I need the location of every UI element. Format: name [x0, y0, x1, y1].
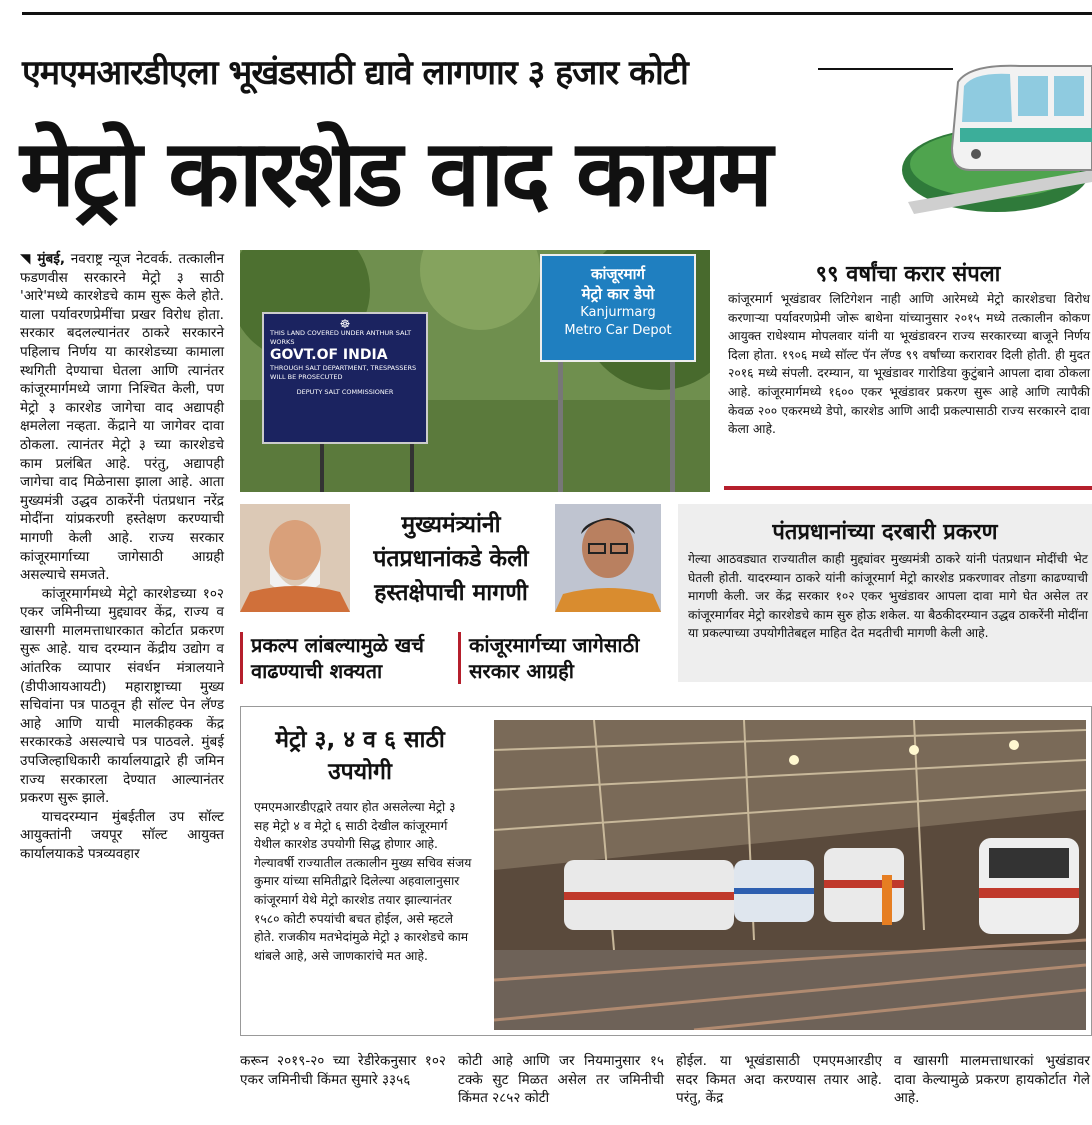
kanjurmarg-depot-sign — [540, 254, 696, 362]
govt-sign-title: GOVT.OF INDIA — [270, 347, 388, 363]
tag-cost-rise — [240, 632, 461, 684]
bottom-col-4: व खासगी मालमत्ताधारकां भुखंडावर दावा केल्यामुळे प्रकरण हायकोर्टात गेले आहे. — [894, 1053, 1090, 1107]
box99-title: ९९ वर्षांचा करार संपला — [815, 262, 1001, 287]
pm-box-body: गेल्या आठवड्यात राज्यातील काही मुद्द्यांवर मुख्यमंत्री ठाकरे यांनी पंतप्रधान मोदींची भेट घेतली होती. यादरम्यान ठाकरे यांनी कांजूरमार्ग मेट्रो कारशेड प्रकरणावर तोडगा काढण्याची मागणी केली. जर केंद्र सरकार १०२ एकर भुखंडावर आपला दावा मागे घेत असेल तर कांजूरमार्गवर मेट्रो कारशेडचे काम सुरु होऊ शकेल. या बैठकीदरम्यान उद्धव ठाकरेंनी मोदींना या प्रकल्पाच्या उपयोगीतेबद्दल माहित देत मदतीची मागणी केली आहे. — [688, 552, 1088, 641]
depot-sign-en-2: Metro Car Depot — [564, 323, 672, 338]
cm-headline — [356, 508, 546, 610]
depot-sign-mr-1: कांजूरमार्ग — [591, 265, 645, 283]
bottom-col-2: कोटी आहे आणि जर नियमानुसार १५ टक्के सुट मिळत असेल तर जमिनीची किंमत २८५२ कोटी — [458, 1053, 664, 1107]
box99-body: कांजूरमार्ग भूखंडावर लिटिगेशन नाही आणि आरेमध्ये मेट्रो कारशेडचा विरोध करणाऱ्या पर्यावरणप्रेमी जोरू बाथेना यांच्यानुसार २०१५ मध्ये तत्कालीन कोकण आयुक्त राधेश्याम मोपलवार यांनी या भूखंडावरन राज्य सरकारच्या बाजूने निर्णय दिला होता. १९०६ मध्ये सॉल्ट पॅन लॅण्ड ९९ वर्षांच्या करारावर दिली होती. ही मुदत २०१६ मध्ये संपली. दरम्यान, या भूखंडावर गारोडिया कुटुंबाने आपला दावा ठोकला आहे. कांजूरमार्गमध्ये १६०० एकर भूखंडावर प्रकरण सुरू आहे आणि त्यापैकी केवळ २०० एकरमध्ये डेपो, कारशेड आणि आदी प्रकल्पासाठी राज्य सरकारने दावा केला आहे. — [728, 292, 1090, 437]
modi-portrait — [240, 504, 350, 612]
tag-govt-insists-2: सरकार आग्रही — [469, 659, 574, 683]
carshed-photo-art — [494, 720, 1086, 1030]
cm-headline-1: मुख्यमंत्र्यांनी — [401, 512, 501, 538]
left-para-3: याचदरम्यान मुंबईतील उप सॉल्ट आयुक्तांनी जयपूर सॉल्ट आयुक्त कार्यालयाकडे पत्रव्यवहार — [20, 808, 224, 862]
metro-box-title-2: उपयोगी — [328, 759, 392, 785]
box99-divider — [724, 486, 1092, 490]
tag-govt-insists — [458, 632, 679, 684]
depot-sign-en-1: Kanjurmarg — [580, 305, 656, 320]
bottom-col-1: करून २०१९-२० च्या रेडीरेकनुसार १०२ एकर जमिनीची किंमत सुमारे ३३५६ — [240, 1053, 446, 1088]
uddhav-portrait-art — [555, 504, 661, 612]
emblem-icon: ☸ — [339, 317, 351, 331]
dateline-place: मुंबई, — [37, 251, 66, 267]
metro-train-illustration — [900, 52, 1092, 220]
cm-headline-3: हस्तक्षेपाची मागणी — [374, 580, 528, 606]
metro-box-body: एमएमआरडीएद्वारे तयार होत असलेल्या मेट्रो ३ सह मेट्रो ४ व मेट्रो ६ साठी देखील कांजूरमार्ग येथील कारशेड उपयोगी सिद्ध होणार आहे. गेल्यावर्षी राज्यातील तत्कालीन मुख्य सचिव संजय कुमार यांच्या समितीद्वारे दिलेल्या अहवालानुसार कांजूरमार्ग येथे मेट्रो कारशेड तयार झाल्यानंतर १५८० कोटी रुपयांची बचत होईल, असे म्हटले होते. राजकीय मतभेदांमुळे मेट्रो ३ कारशेडचे काम थांबले आहे, असे जाणकारांचे मत आहे. — [254, 800, 472, 963]
uddhav-portrait — [555, 504, 661, 612]
bottom-col-3: होईल. या भूखंडासाठी एमएमआरडीए सदर किमत अदा करण्यास तयार आहे. परंतु, केंद्र — [676, 1053, 882, 1107]
modi-portrait-art — [240, 504, 350, 612]
tag-govt-insists-1: कांजूरमार्गच्या जागेसाठी — [469, 633, 640, 657]
main-headline: मेट्रो कारशेड वाद कायम — [20, 120, 770, 227]
carshed-photo — [494, 720, 1086, 1030]
govt-land-signboard — [262, 312, 428, 444]
tag-cost-rise-2: वाढण्याची शक्यता — [251, 659, 383, 683]
metro-box-title — [252, 724, 468, 788]
left-para-1: तत्कालीन फडणवीस सरकारने मेट्रो ३ साठी 'आरे'मध्ये कारशेडचे काम सुरू केले होते. याला पर्यावरणप्रेमींचा प्रखर विरोध होता. सरकार बदलल्यानंतर ठाकरे सरकारने पहिलाच निर्णय या कारशेडच्या कामाला स्थगिती देण्याचा घेतला आणि त्यानंतर कांजूरमार्गमध्ये जागा निश्चित केली, पण मेट्रो ३ कारशेड जागेचा वाद अद्यापही क्षमलेला नव्हता. केंद्राने या जागेवर दावा ठोकला. त्यानंतर मेट्रो ३ च्या कारशेडचे काम प्रलंबित आहे. परंतु, अद्यापही जागेचा वाद मिळेनासा झाला आहे. आता मुख्यमंत्री उद्धव ठाकरेंनी पंतप्रधान नरेंद्र मोदींना यांप्रकरणी हस्तेक्षण करण्याची मागणी केली आहे. राज्य सरकार कांजूरमार्गाच्या जागेसाठी आग्रही असल्याचे समजते. — [20, 251, 224, 584]
left-para-2: कांजूरमार्गमध्ये मेट्रो कारशेडच्या १०२ एकर जमिनीच्या मुद्द्यावर केंद्र, राज्य व खासगी मालमत्ताधारकात कोर्टात प्रकरण सुरू आहे. याच दरम्यान केंद्रीय उद्योग व आंतरिक व्यापार संवर्धन मंत्रालयाने (डीपीआयआयटी) महाराष्ट्राच्या मुख्य सचिवांना पत्र पाठवून ही सॉल्ट पेन लॅण्ड आहे आणि याची मालकीहक्क केंद्र सरकारकडे असल्याचे पत्र पाठवले. मुंबई उपजिल्हाधिकारी कार्यालयाद्वारे ही जमिन राज्य सरकारला देण्यात आल्यानंतर प्रकरण सुरू झाले. — [20, 585, 224, 807]
govt-sign-foot: DEPUTY SALT COMMISSIONER — [296, 388, 394, 396]
top-rule — [22, 12, 1092, 15]
cm-headline-2: पंतप्रधानांकडे केली — [373, 546, 529, 572]
dateline-arrow-icon: ◥ — [20, 251, 32, 267]
left-column — [20, 250, 224, 864]
metro-box-title-1: मेट्रो ३, ४ व ६ साठी — [275, 727, 445, 753]
depot-sign-mr-2: मेट्रो कार डेपो — [581, 285, 655, 303]
tag-cost-rise-1: प्रकल्प लांबल्यामुळे खर्च — [251, 633, 424, 657]
dateline-agency: नवराष्ट्र न्यूज नेटवर्क. — [70, 251, 173, 267]
govt-sign-line: THIS LAND COVERED UNDER ANTHUR SALT WORKS — [270, 329, 412, 346]
kicker-headline: एमएमआरडीएला भूखंडसाठी द्यावे लागणार ३ हजार कोटी — [22, 53, 688, 93]
govt-sign-sub: THROUGH SALT DEPARTMENT, TRESPASSERS WILL BE PROSECUTED — [270, 364, 417, 381]
pm-box-title: पंतप्रधानांच्या दरबारी प्रकरण — [772, 520, 998, 545]
